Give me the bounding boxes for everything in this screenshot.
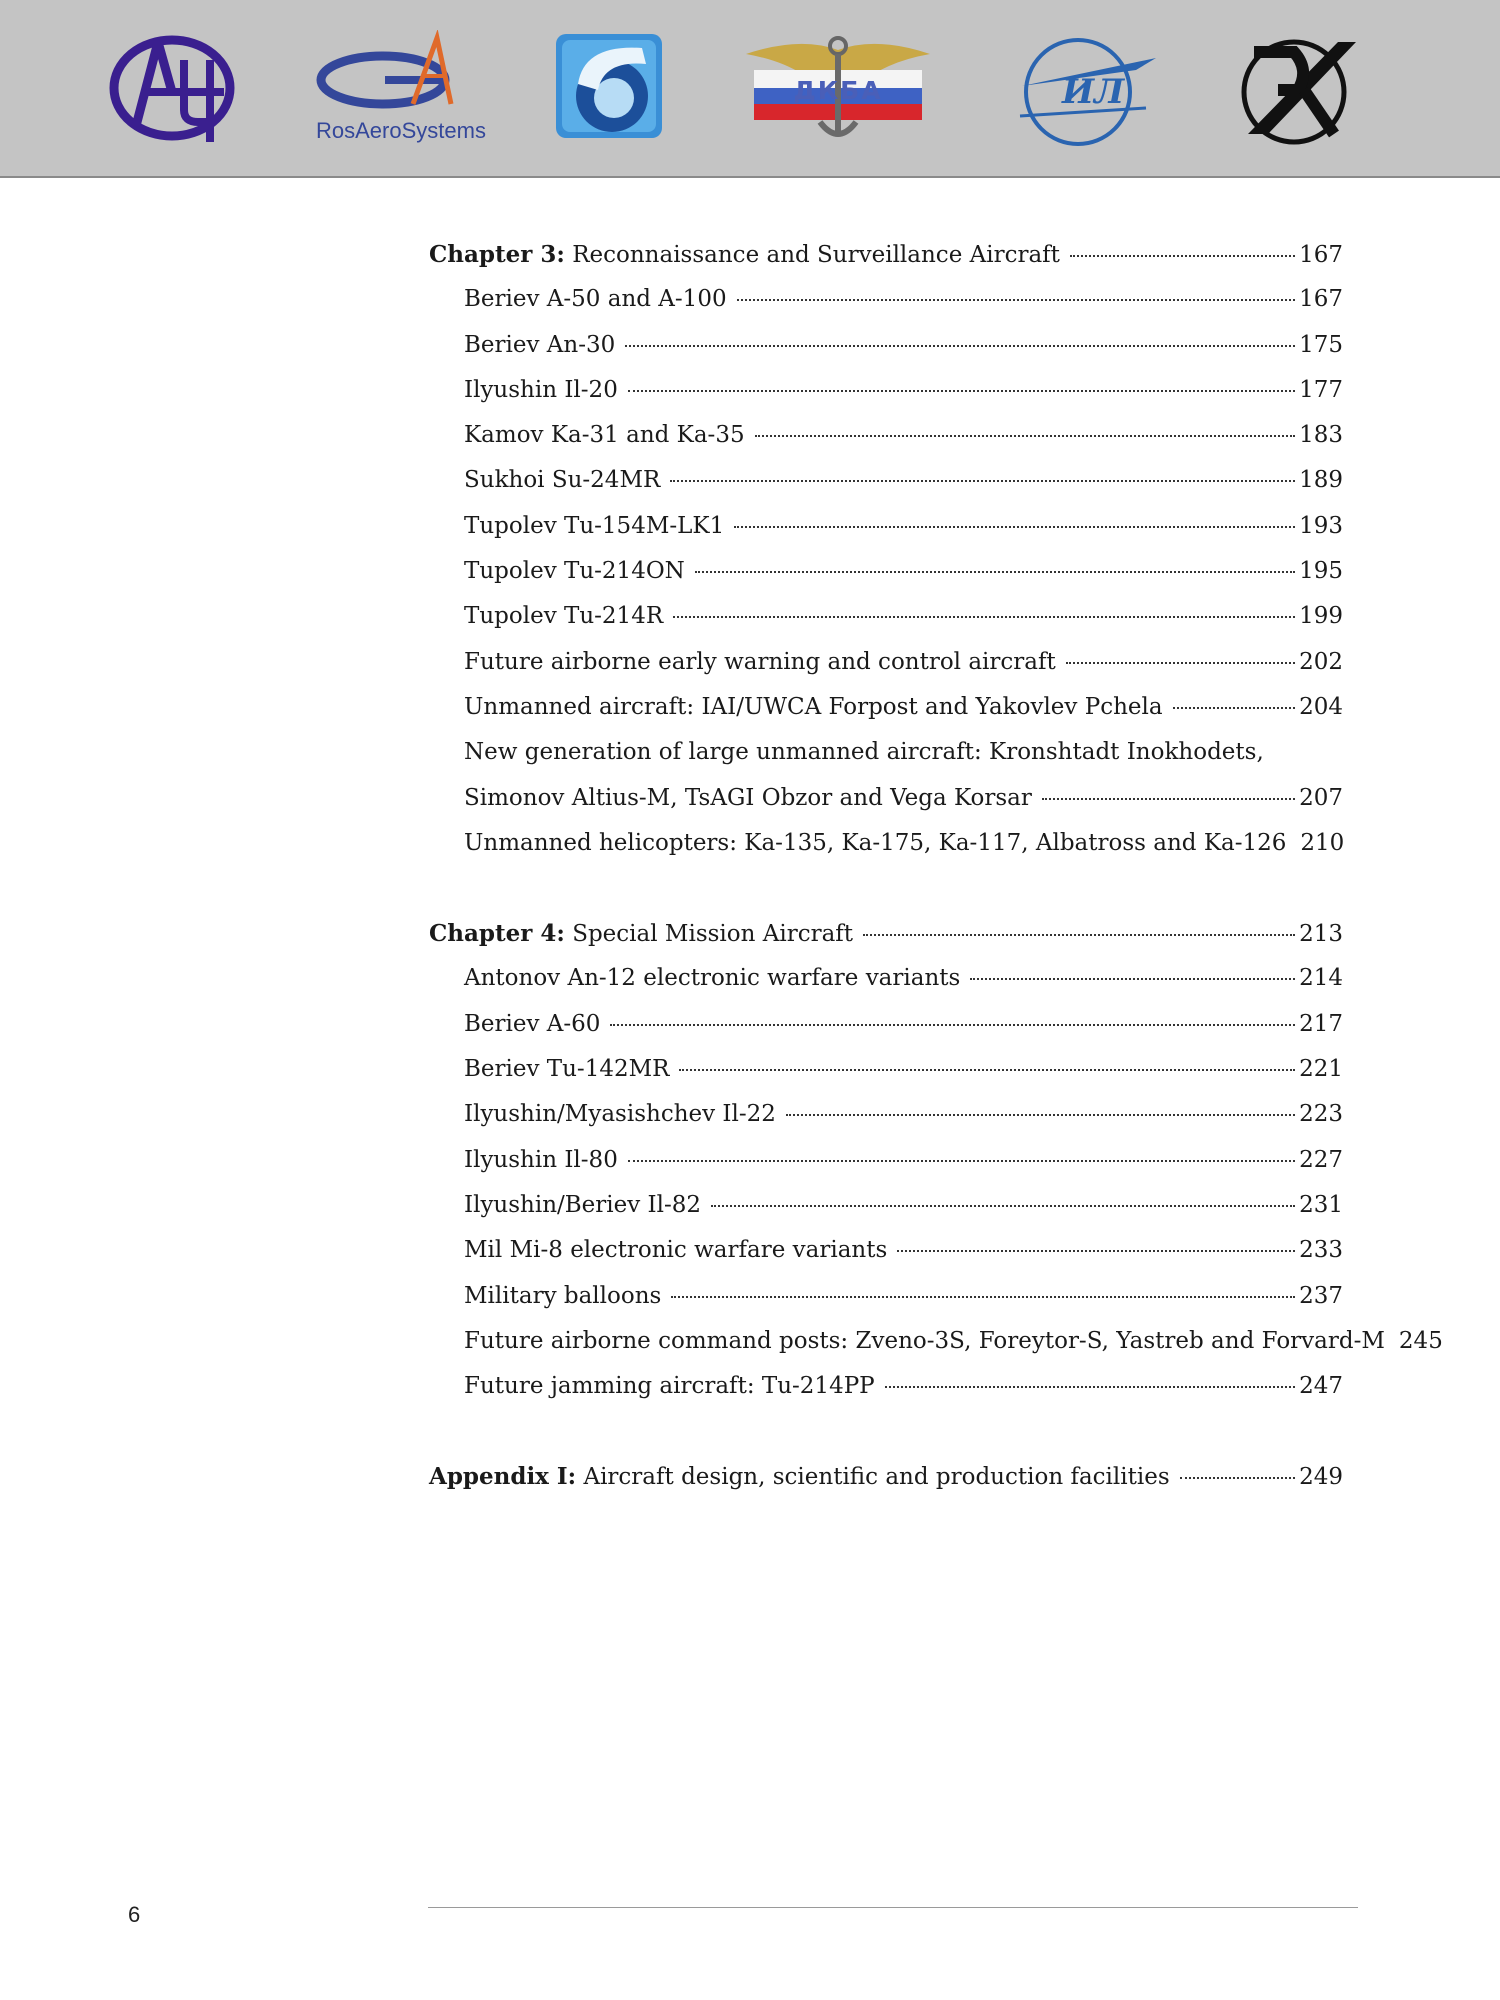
leader-dots	[679, 1069, 1295, 1071]
toc-entry[interactable]	[429, 1364, 1343, 1409]
dkba-lettering: ДКБА	[793, 76, 883, 105]
leader-dots	[628, 1160, 1295, 1162]
leader-dots	[786, 1114, 1295, 1116]
toc-entry-line1[interactable]	[429, 730, 1343, 775]
toc-entry[interactable]	[429, 1319, 1443, 1364]
entry-title: Kamov Ka-31 and Ka-35	[464, 422, 745, 449]
toc-entry[interactable]	[429, 1047, 1343, 1092]
toc-entry[interactable]	[429, 1092, 1343, 1137]
leader-dots	[1173, 707, 1296, 709]
page-number: 249	[1299, 1464, 1343, 1491]
page-number: 237	[1299, 1282, 1343, 1309]
leader-dots	[628, 390, 1295, 392]
entry-title: Antonov An-12 electronic warfare variants	[464, 965, 961, 992]
entry-title: Beriev Tu-142MR	[464, 1056, 670, 1083]
toc-entry[interactable]	[429, 1002, 1343, 1047]
toc-entry[interactable]	[429, 821, 1343, 866]
page-number: 183	[1299, 422, 1343, 449]
page-number: 207	[1299, 784, 1343, 811]
page-number: 227	[1299, 1146, 1343, 1173]
chapter-title: Reconnaissance and Surveillance Aircraft	[572, 242, 1060, 268]
page-number: 221	[1299, 1056, 1343, 1083]
toc-entry[interactable]	[429, 323, 1343, 368]
entry-title: Ilyushin Il-20	[464, 376, 618, 403]
entry-title: Ilyushin Il-80	[464, 1146, 618, 1173]
page-number: 177	[1299, 376, 1343, 403]
toc-entry[interactable]	[429, 1183, 1343, 1228]
chapter-title: Special Mission Aircraft	[572, 921, 854, 948]
toc-entry[interactable]	[429, 277, 1343, 322]
entry-title: Tupolev Tu-214ON	[464, 558, 685, 585]
entry-title: Unmanned helicopters: Ka-135, Ka-175, Ka-117, Albatross and Ka-126	[464, 829, 1287, 856]
toc-entry[interactable]	[429, 504, 1343, 549]
logo-band	[0, 0, 1500, 178]
rosaerosystems-logo	[313, 30, 486, 150]
dkba-logo	[740, 30, 936, 150]
page-number: 175	[1299, 331, 1343, 358]
leader-dots	[673, 616, 1295, 618]
page-number: 210	[1300, 829, 1345, 856]
toc-entry[interactable]	[429, 776, 1343, 821]
toc-entry[interactable]	[429, 1274, 1343, 1319]
page-number: 199	[1299, 603, 1343, 630]
footer-page-number: 6	[128, 1902, 141, 1927]
entry-title: Beriev A-60	[464, 1010, 601, 1037]
entry-title: Future airborne early warning and control aircraft	[464, 648, 1056, 675]
toc-entry[interactable]	[429, 368, 1343, 413]
leader-dots	[863, 934, 1295, 936]
entry-title: Unmanned aircraft: IAI/UWCA Forpost and Yakovlev Pchela	[464, 693, 1163, 720]
toc-entry[interactable]	[429, 1228, 1343, 1273]
entry-title: Beriev An-30	[464, 331, 616, 358]
entry-title: Tupolev Tu-214R	[464, 603, 664, 630]
stylized-6-emblem-icon	[554, 30, 666, 142]
entry-title: Sukhoi Su-24MR	[464, 467, 661, 494]
toc-entry[interactable]	[429, 413, 1343, 458]
toc-entry[interactable]	[429, 956, 1343, 1001]
leader-dots	[671, 1296, 1295, 1298]
entry-title: Simonov Altius-M, TsAGI Obzor and Vega Korsar	[464, 784, 1032, 811]
page-number: 245	[1398, 1327, 1443, 1354]
leader-dots	[695, 571, 1295, 573]
page-number: 204	[1299, 693, 1343, 720]
toc-entry[interactable]	[429, 458, 1343, 503]
page-number: 167	[1299, 286, 1343, 313]
toc-entry[interactable]	[429, 594, 1343, 639]
page-number: 233	[1299, 1237, 1343, 1264]
leader-dots	[625, 345, 1295, 347]
page-number: 167	[1299, 242, 1343, 268]
toc-entry[interactable]	[429, 640, 1343, 685]
leader-dots	[1070, 255, 1295, 257]
leader-dots	[885, 1386, 1295, 1388]
leader-dots	[755, 435, 1296, 437]
leader-dots	[610, 1024, 1295, 1026]
leader-dots	[1180, 1477, 1295, 1479]
leader-dots	[1042, 798, 1295, 800]
antonov-logo	[106, 30, 240, 150]
page-number: 247	[1299, 1373, 1343, 1400]
page-number: 214	[1299, 965, 1343, 992]
toc-entry[interactable]	[429, 549, 1343, 594]
toc-chapter-3[interactable]	[429, 232, 1343, 277]
toc-entry[interactable]	[429, 1138, 1343, 1183]
entry-title: Ilyushin/Beriev Il-82	[464, 1191, 702, 1218]
leader-dots	[970, 978, 1295, 980]
leader-dots	[711, 1205, 1295, 1207]
page-number: 195	[1299, 558, 1343, 585]
footer-rule	[428, 1907, 1358, 1908]
entry-title: Future jamming aircraft: Tu-214PP	[464, 1373, 875, 1400]
entry-title: Ilyushin/Myasishchev Il-22	[464, 1101, 776, 1128]
entry-title: Future airborne command posts: Zveno-3S, Foreytor-S, Yastreb and Forvard-M	[464, 1327, 1385, 1354]
page-number: 217	[1299, 1010, 1343, 1037]
appendix-label: Appendix I:	[429, 1463, 577, 1491]
page-number: 202	[1299, 648, 1343, 675]
appendix-title: Aircraft design, scientific and production facilities	[583, 1464, 1170, 1491]
toc-chapter-4[interactable]	[429, 911, 1343, 956]
entry-title: Military balloons	[464, 1282, 662, 1309]
x-circle-emblem-icon	[1234, 30, 1360, 150]
toc-appendix-1[interactable]	[429, 1454, 1343, 1499]
leader-dots	[1066, 662, 1295, 664]
table-of-contents	[429, 232, 1443, 1500]
section-gap	[429, 1409, 1343, 1454]
page-number: 189	[1299, 467, 1343, 494]
beriev-logo	[554, 30, 666, 150]
chapter-label: Chapter 4:	[429, 920, 565, 948]
ilyushin-lettering: ИЛ	[1062, 72, 1125, 112]
page-number: 231	[1299, 1191, 1343, 1218]
leader-dots	[734, 526, 1295, 528]
x-logo	[1234, 30, 1360, 150]
section-gap	[429, 866, 1343, 911]
page-number: 223	[1299, 1101, 1343, 1128]
rosaerosystems-emblem-icon	[313, 30, 483, 118]
ilyushin-logo	[1016, 30, 1158, 150]
leader-dots	[670, 480, 1295, 482]
entry-title: Beriev A-50 and A-100	[464, 286, 727, 313]
entry-title: Mil Mi-8 electronic warfare variants	[464, 1237, 888, 1264]
leader-dots	[897, 1250, 1295, 1252]
entry-title: Tupolev Tu-154M-LK1	[464, 512, 725, 539]
toc-entry[interactable]	[429, 685, 1343, 730]
entry-title-line1: New generation of large unmanned aircraft: Kronshtadt Inokhodets,	[464, 739, 1264, 766]
page-number: 193	[1299, 512, 1343, 539]
page-number: 213	[1299, 921, 1343, 948]
rosaerosystems-wordmark: RosAeroSystems	[316, 118, 486, 143]
chapter-label: Chapter 3:	[429, 241, 565, 268]
an-monogram-icon	[106, 30, 240, 150]
leader-dots	[737, 299, 1296, 301]
